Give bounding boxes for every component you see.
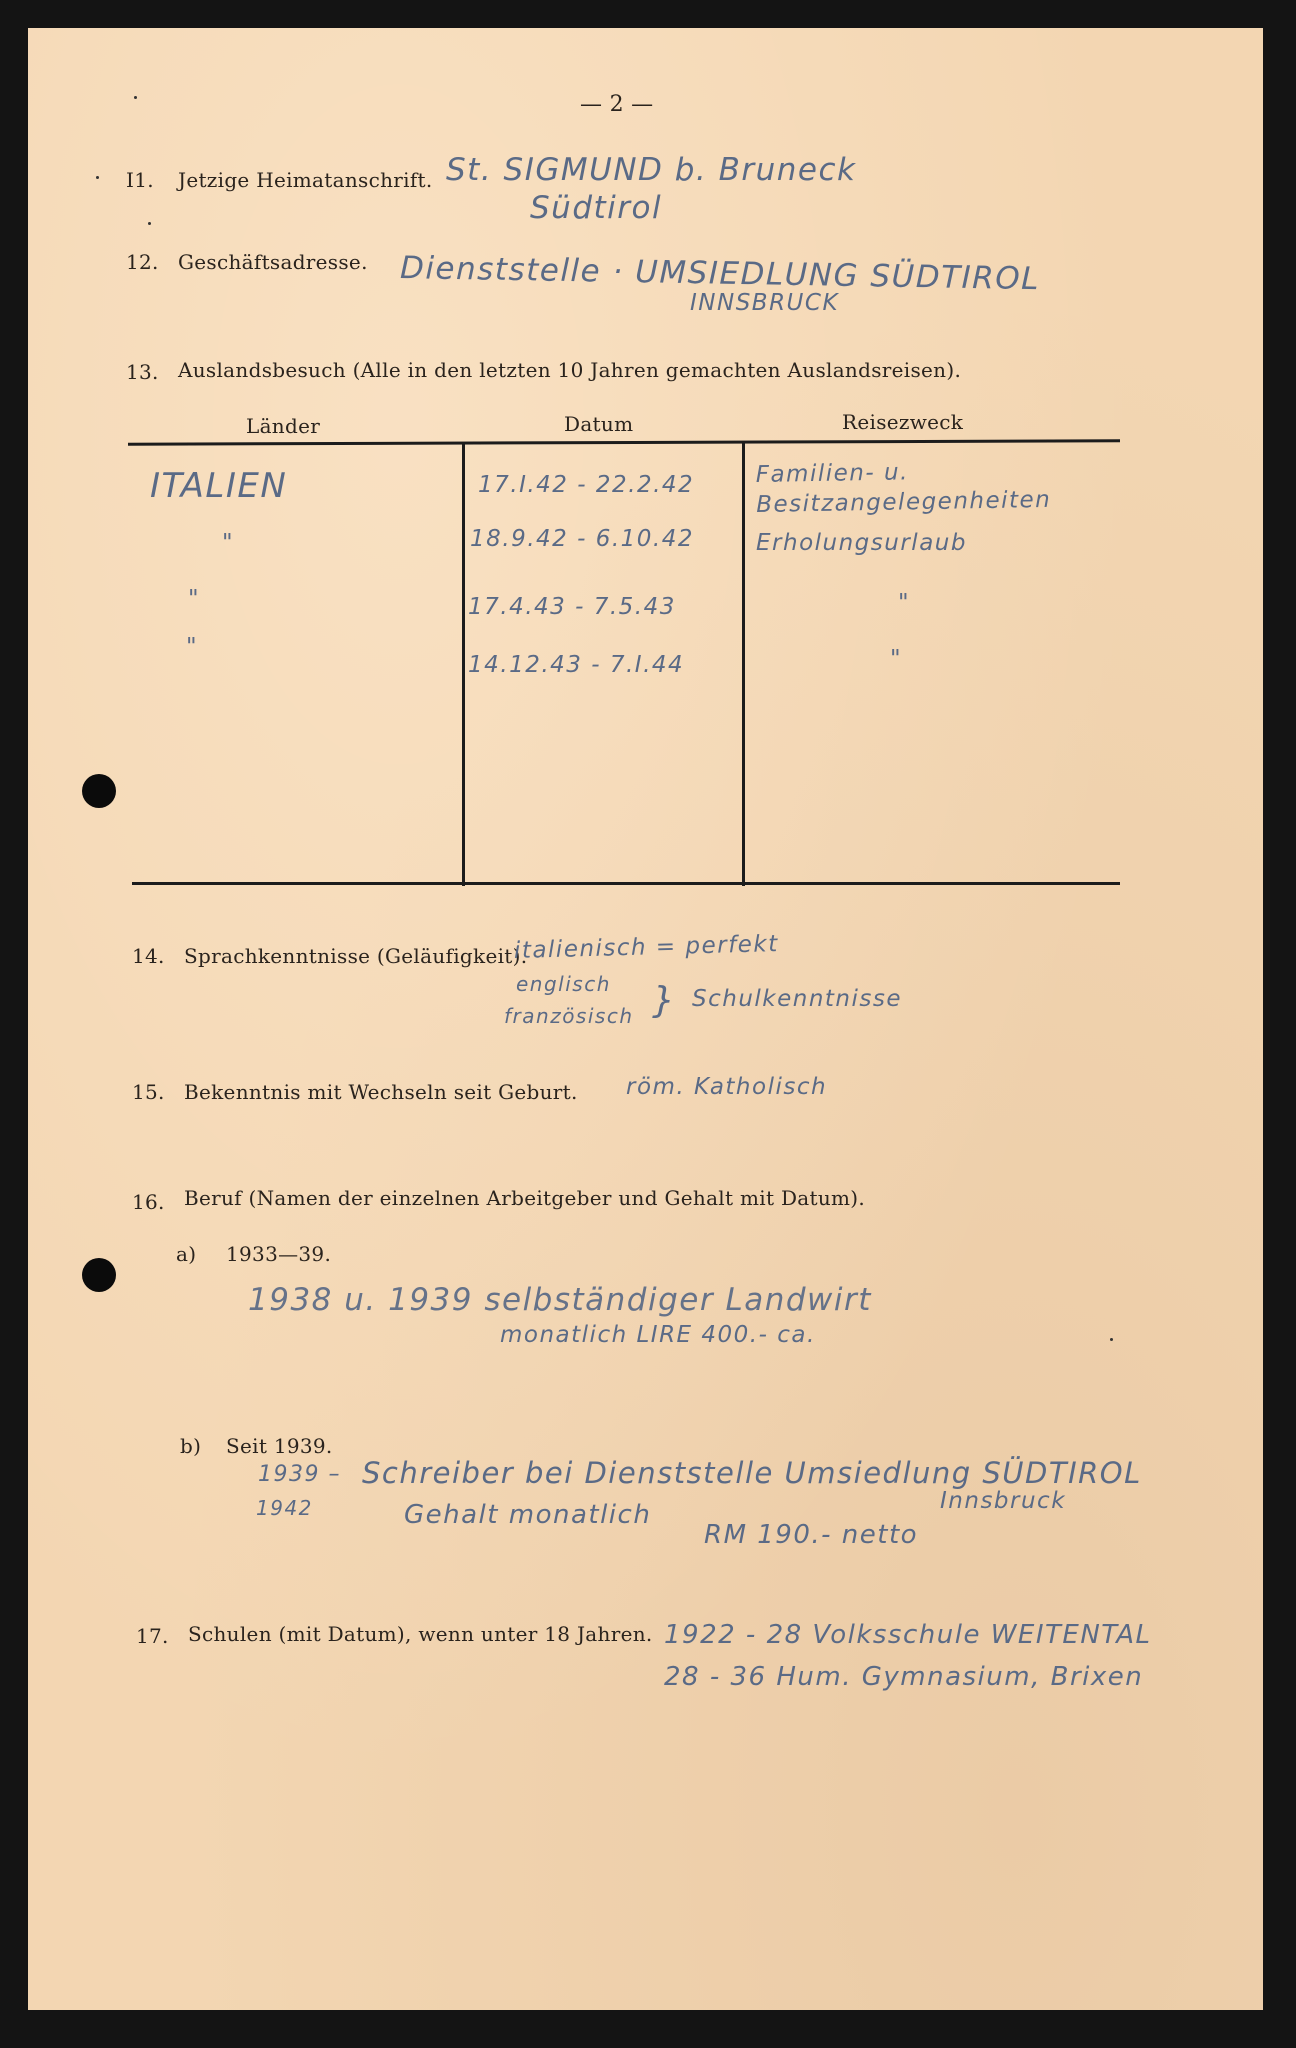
item-16b-handwriting-line1: Schreiber bei Dienststelle Umsiedlung SÜDTIROL [362, 1456, 1142, 1490]
item-16b-period: Seit 1939. [226, 1434, 333, 1458]
item-12-handwriting-line2: INNSBRUCK [690, 290, 840, 316]
item-16a-handwriting-line1: 1938 u. 1939 selbständiger Landwirt [248, 1282, 872, 1318]
item-11-label: Jetzige Heimatanschrift. [178, 168, 433, 192]
speck [96, 176, 99, 179]
table-row-1-land: ITALIEN [150, 466, 288, 506]
table-column-divider-1 [462, 444, 465, 886]
item-14-handwriting-line1: italienisch = perfekt [513, 931, 780, 964]
document-page [28, 28, 1263, 2010]
item-12-number: 12. [126, 250, 159, 274]
item-13-label: Auslandsbesuch (Alle in den letzten 10 Jahren gemachten Auslandsreisen). [178, 358, 962, 382]
table-row-1-datum: 17.I.42 - 22.2.42 [478, 472, 695, 498]
item-14-handwriting-french: französisch [504, 1004, 634, 1028]
table-header-laender: Länder [246, 414, 321, 438]
table-row-2-zweck: Erholungsurlaub [756, 530, 967, 556]
item-17-handwriting-line1: 1922 - 28 Volksschule WEITENTAL [664, 1620, 1152, 1650]
item-16a-period: 1933—39. [226, 1242, 332, 1266]
table-header-datum: Datum [564, 412, 634, 436]
item-16b-handwriting-year2: 1942 [256, 1496, 313, 1520]
item-12-handwriting-line1: Dienststelle · UMSIEDLUNG SÜDTIROL [399, 250, 1041, 298]
punch-hole-bottom [82, 1258, 116, 1292]
item-16b-label: b) [180, 1434, 202, 1458]
item-14-number: 14. [132, 944, 165, 968]
table-row-3-land: " [188, 586, 201, 612]
item-16a-label: a) [176, 1242, 197, 1266]
table-column-divider-2 [742, 442, 745, 886]
item-14-handwriting-school: Schulkenntnisse [692, 986, 903, 1012]
item-14-handwriting-brace: } [652, 980, 677, 1021]
item-16b-handwriting-year1: 1939 – [258, 1462, 341, 1487]
table-row-1-zweck: Familien- u. Besitzangelegenheiten [755, 459, 1052, 518]
table-row-4-zweck: " [890, 646, 903, 672]
item-17-label: Schulen (mit Datum), wenn unter 18 Jahren. [188, 1622, 653, 1646]
item-16b-handwriting-line2: Gehalt monatlich [404, 1500, 652, 1530]
item-16-label: Beruf (Namen der einzelnen Arbeitgeber und Gehalt mit Datum). [184, 1186, 866, 1210]
speck [1110, 1338, 1113, 1341]
table-row-4-land: " [186, 634, 199, 660]
item-12-label: Geschäftsadresse. [178, 250, 368, 274]
item-16a-handwriting-line2: monatlich LIRE 400.- ca. [500, 1322, 816, 1348]
item-17-number: 17. [136, 1624, 169, 1648]
table-row-3-datum: 17.4.43 - 7.5.43 [468, 594, 676, 620]
table-bottom-rule [132, 882, 1120, 885]
item-15-number: 15. [132, 1080, 165, 1104]
table-header-reisezweck: Reisezweck [842, 410, 964, 434]
table-row-2-land: " [222, 530, 235, 556]
table-row-3-zweck: " [898, 590, 911, 616]
table-row-2-datum: 18.9.42 - 6.10.42 [470, 526, 694, 552]
speck [148, 222, 151, 225]
item-13-number: 13. [126, 360, 159, 384]
item-16-number: 16. [132, 1190, 165, 1214]
item-11-handwriting-line1: St. SIGMUND b. Bruneck [446, 152, 857, 188]
table-row-4-datum: 14.12.43 - 7.I.44 [468, 652, 685, 678]
item-16b-handwriting-line3: RM 190.- netto [704, 1520, 919, 1550]
punch-hole-top [82, 774, 116, 808]
item-15-label: Bekenntnis mit Wechseln seit Geburt. [184, 1080, 578, 1104]
item-14-handwriting-english: englisch [516, 972, 611, 996]
page-number: — 2 — [580, 92, 654, 117]
item-16b-handwriting-city: Innsbruck [940, 1488, 1067, 1514]
item-15-handwriting: röm. Katholisch [626, 1074, 828, 1100]
item-17-handwriting-line2: 28 - 36 Hum. Gymnasium, Brixen [664, 1662, 1144, 1692]
speck [134, 96, 137, 99]
item-14-label: Sprachkenntnisse (Geläufigkeit). [184, 944, 528, 968]
item-11-handwriting-line2: Südtirol [530, 190, 663, 226]
item-11-number: Ι1. [126, 168, 154, 192]
